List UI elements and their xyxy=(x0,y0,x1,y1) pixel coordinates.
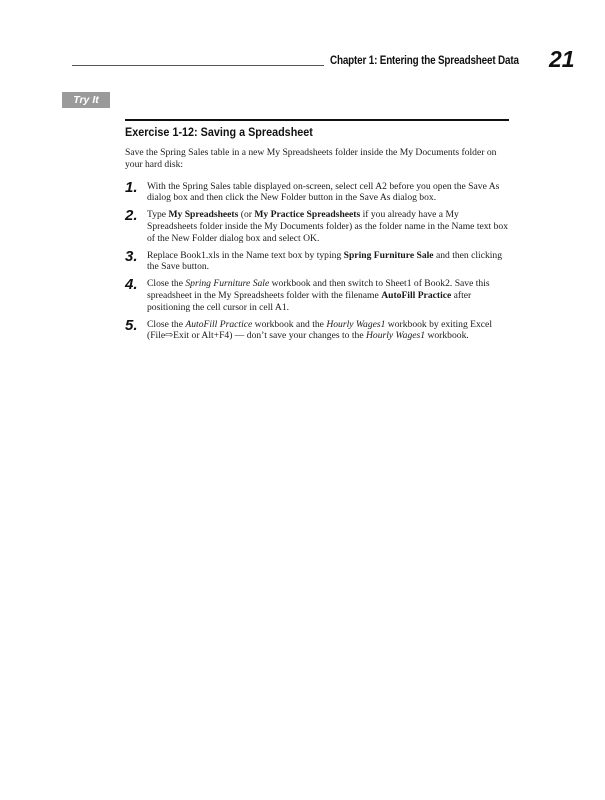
step-1 xyxy=(125,178,509,205)
step-bold-text: My Spreadsheets xyxy=(168,209,239,221)
exercise-title: Exercise 1-12: Saving a Spreadsheet xyxy=(125,125,313,139)
try-it-badge: Try It xyxy=(62,92,110,108)
exercise-rule xyxy=(125,119,509,121)
step-italic-text: Hourly Wages1 xyxy=(365,330,426,342)
step-2 xyxy=(125,209,509,244)
step-number: 3. xyxy=(125,247,138,265)
step-number: 5. xyxy=(125,316,138,334)
step-italic-text: Hourly Wages1 xyxy=(326,318,386,330)
step-text-run: workbook by exiting Excel (File⇨Exit or Alt+F4) — don’t save your changes to the xyxy=(147,318,492,342)
step-bold-text: Spring Furniture Sale xyxy=(343,249,434,261)
step-text xyxy=(147,209,509,244)
step-number: 2. xyxy=(125,207,138,225)
step-italic-text: AutoFill Practice xyxy=(185,318,253,330)
step-text-run: if you already have a My Spreadsheets folder inside the My Documents folder) as the folder name in the Name text box of the New Folder dialog box and select OK. xyxy=(147,209,508,244)
header-rule xyxy=(72,65,324,66)
step-text-run: Close the xyxy=(147,318,186,330)
step-bold-text: My Practice Spreadsheets xyxy=(254,209,361,221)
step-3 xyxy=(125,247,509,274)
step-italic-text: Spring Furniture Sale xyxy=(185,278,270,290)
step-text xyxy=(147,278,509,313)
step-text-run: With the Spring Sales table displayed on-screen, select cell A2 before you open the Save As dialog box and then click the New Folder button in the Save As dialog box. xyxy=(147,180,500,204)
step-text xyxy=(147,319,509,343)
step-bold-text: AutoFill Practice xyxy=(381,289,452,301)
running-head: Chapter 1: Entering the Spreadsheet Data xyxy=(330,55,519,67)
step-4 xyxy=(125,278,509,313)
steps-list xyxy=(125,178,509,343)
step-text-run: Close the xyxy=(147,278,186,290)
step-text-run: Replace Book1.xls in the Name text box by typing xyxy=(147,249,344,261)
step-text xyxy=(147,181,509,205)
step-text-run: (or xyxy=(238,209,255,221)
exercise-intro: Save the Spring Sales table in a new My Spreadsheets folder inside the My Documents folder on your hard disk: xyxy=(125,147,497,170)
page-number: 21 xyxy=(549,46,575,72)
step-text-run: and then clicking the Save button. xyxy=(147,249,503,273)
step-text-run: after positioning the cell cursor in cell A1. xyxy=(147,289,472,313)
step-text-run: workbook and then switch to Sheet1 of Book2. Save this spreadsheet in the My Spreadsheets folder with the filename xyxy=(147,278,490,301)
step-text xyxy=(147,250,509,274)
step-text-run: workbook and the xyxy=(252,318,327,330)
step-number: 1. xyxy=(125,178,138,196)
step-5 xyxy=(125,316,509,343)
step-text-run: workbook. xyxy=(425,330,469,342)
step-text-run: Type xyxy=(147,209,169,221)
exercise-box xyxy=(125,119,509,347)
step-number: 4. xyxy=(125,276,138,294)
